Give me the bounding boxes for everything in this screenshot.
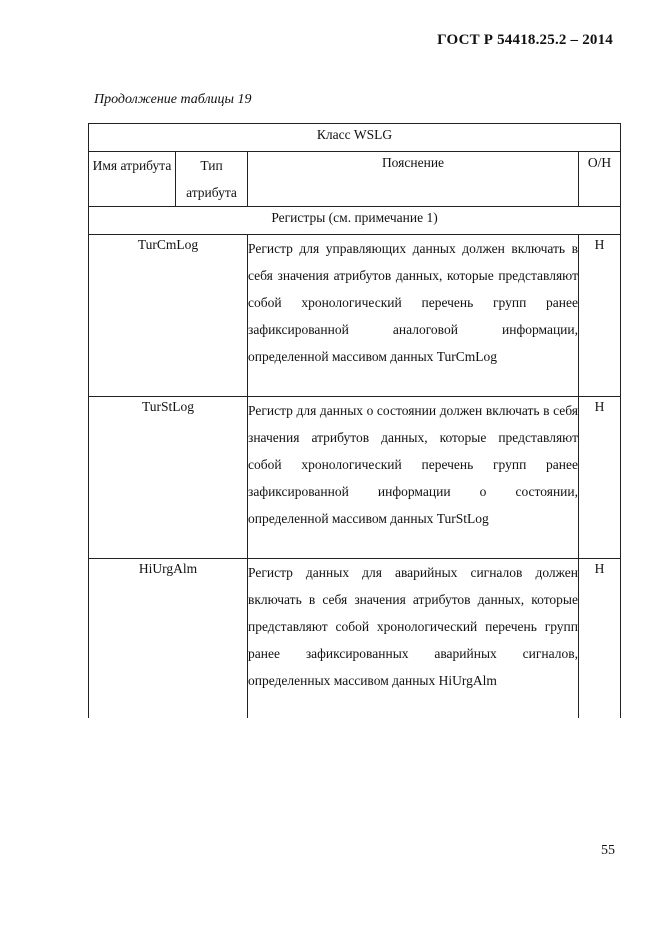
col-header-explanation: Пояснение: [248, 152, 579, 207]
section-title: Регистры (см. примечание 1): [89, 207, 621, 235]
attr-name: TurCmLog: [89, 235, 248, 397]
attr-name: HiUrgAlm: [89, 559, 248, 719]
col-header-mo: О/Н: [579, 152, 621, 207]
attr-name: TurStLog: [89, 397, 248, 559]
col-header-name: Имя атрибута: [89, 152, 176, 207]
table-row: [89, 397, 621, 559]
table-row: [89, 235, 621, 397]
attr-explanation: Регистр для управляющих данных должен включать в себя значения атрибутов данных, которые представляют собой хронологический перечень групп ранее зафиксированной аналоговой информации, определенной массивом данных TurCmLog: [248, 235, 579, 397]
header-row: [89, 152, 621, 207]
class-title: Класс WSLG: [89, 124, 621, 152]
attr-mo: Н: [579, 397, 621, 559]
table-row: [89, 559, 621, 719]
attr-explanation: Регистр данных для аварийных сигналов должен включать в себя значения атрибутов данных, которые представляют собой хронологический перечень групп ранее зафиксированных аварийных сигналов, определенных массивом данных HiUrgAlm: [248, 559, 579, 719]
attr-mo: Н: [579, 559, 621, 719]
col-header-type: Тип атрибута: [176, 152, 248, 207]
class-title-row: [89, 124, 621, 152]
attr-explanation: Регистр для данных о состоянии должен включать в себя значения атрибутов данных, которые представляют собой хронологический перечень групп ранее зафиксированной информации о состоянии, определенной массивом данных TurStLog: [248, 397, 579, 559]
attributes-table: [88, 123, 621, 718]
section-row: [89, 207, 621, 235]
table-caption: Продолжение таблицы 19: [94, 92, 252, 107]
page-number: 55: [601, 843, 615, 858]
attr-mo: Н: [579, 235, 621, 397]
document-header: ГОСТ Р 54418.25.2 – 2014: [437, 32, 613, 48]
